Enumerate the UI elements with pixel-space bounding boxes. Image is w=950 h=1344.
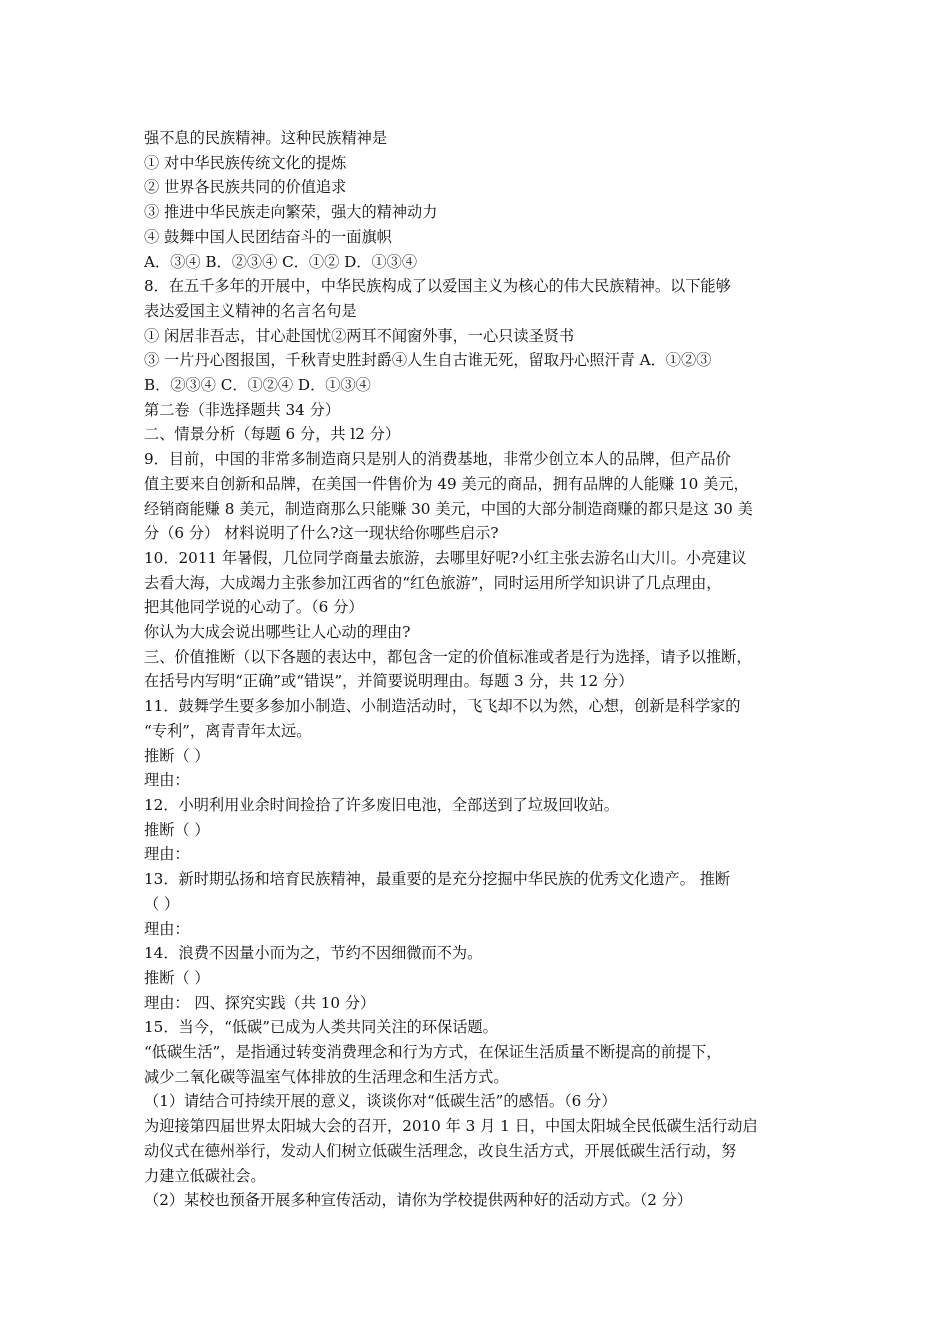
- option-line: ① 对中华民族传统文化的提炼: [144, 153, 347, 172]
- text-line: 动仪式在德州举行，发动人们树立低碳生活理念，改良生活方式，开展低碳生活行动，努: [144, 1141, 737, 1160]
- section-heading: 第二卷（非选择题共 34 分）: [144, 400, 341, 419]
- text-line: 去看大海，大成竭力主张参加江西省的“红色旅游”，同时运用所学知识讲了几点理由，: [144, 573, 722, 592]
- question-9: 9．目前，中国的非常多制造商只是别人的消费基地，非常少创立本人的品牌，但产品价: [144, 450, 731, 469]
- text-line: 经销商能赚 8 美元，制造商那么只能赚 30 美元，中国的大部分制造商赚的都只是这 30 美: [144, 499, 753, 518]
- reason-label: 理由：: [144, 845, 190, 864]
- answer-choices: A．③④ B．②③④ C．①② D．①③④: [144, 252, 418, 271]
- question-8: 8．在五千多年的开展中，中华民族构成了以爱国主义为核心的伟大民族精神。以下能够: [144, 277, 731, 296]
- text-line: “专利”，离青青年太远。: [144, 721, 312, 740]
- judgement-blank: 推断（ ）: [144, 820, 210, 839]
- reason-label: 理由：: [144, 771, 190, 790]
- question-12: 12．小明利用业余时间捡拾了许多废旧电池，全部送到了垃圾回收站。: [144, 795, 619, 814]
- section-heading: 二、情景分析（每题 6 分，共 l2 分）: [144, 425, 401, 444]
- text-line: 把其他同学说的心动了。（6 分）: [144, 598, 364, 617]
- option-line: ③ 一片丹心图报国，千秋青史胜封爵④人生自古谁无死，留取丹心照汗青 A．①②③: [144, 351, 712, 370]
- text-line: “低碳生活”，是指通过转变消费理念和行为方式，在保证生活质量不断提高的前提下，: [144, 1043, 722, 1062]
- question-11: 11．鼓舞学生要多参加小制造、小制造活动时，飞飞却不以为然，心想，创新是科学家的: [144, 697, 741, 716]
- sub-question-1: （1）请结合可持续开展的意义，谈谈你对“低碳生活”的感悟。（6 分）: [144, 1092, 617, 1111]
- question-14: 14．浪费不因量小而为之，节约不因细微而不为。: [144, 944, 483, 963]
- text-line: 分（6 分） 材料说明了什么?这一现状给你哪些启示?: [144, 524, 499, 543]
- text-line: 在括号内写明“正确”或“错误”，并简要说明理由。每题 3 分，共 12 分）: [144, 672, 634, 691]
- text-line: 减少二氧化碳等温室气体排放的生活理念和生活方式。: [144, 1067, 509, 1086]
- option-line: ④ 鼓舞中国人民团结奋斗的一面旗帜: [144, 227, 392, 246]
- question-10: 10．2011 年暑假，几位同学商量去旅游，去哪里好呢?小红主张去游名山大川。小亮建议: [144, 548, 747, 567]
- text-line: 表达爱国主义精神的名言名句是: [144, 301, 357, 320]
- question-13: 13．新时期弘扬和培育民族精神，最重要的是充分挖掘中华民族的优秀文化遗产。 推断: [144, 870, 731, 889]
- text-line: 为迎接第四届世界太阳城大会的召开，2010 年 3 月 1 日，中国太阳城全民低碳生活行动启: [144, 1117, 758, 1136]
- question-15: 15．当今，“低碳”已成为人类共同关注的环保话题。: [144, 1018, 498, 1037]
- reason-label: 理由：: [144, 919, 190, 938]
- option-line: ③ 推进中华民族走向繁荣，强大的精神动力: [144, 203, 438, 222]
- judgement-blank: 推断（ ）: [144, 746, 210, 765]
- document-body: [144, 126, 820, 1213]
- sub-question-2: （2）某校也预备开展多种宣传活动，请你为学校提供两种好的活动方式。（2 分）: [144, 1191, 693, 1210]
- text-line: 值主要来自创新和品牌，在美国一件售价为 49 美元的商品，拥有品牌的人能赚 10 美元，: [144, 474, 749, 493]
- text-line: 你认为大成会说出哪些让人心动的理由?: [144, 623, 411, 642]
- section-heading: 三、价值推断（以下各题的表达中，都包含一定的价值标准或者是行为选择，请予以推断，: [144, 647, 752, 666]
- option-line: ① 闲居非吾志，甘心赴国忧②两耳不闻窗外事，一心只读圣贤书: [144, 326, 575, 345]
- option-line: ② 世界各民族共同的价值追求: [144, 178, 347, 197]
- reason-label: 理由： 四、探究实践（共 10 分）: [144, 993, 376, 1012]
- text-line: 强不息的民族精神。这种民族精神是: [144, 129, 387, 147]
- judgement-blank: 推断（ ）: [144, 968, 210, 987]
- judgement-blank: （ ）: [144, 894, 180, 913]
- text-line: 力建立低碳社会。: [144, 1166, 266, 1185]
- answer-choices: B．②③④ C．①②④ D．①③④: [144, 376, 371, 395]
